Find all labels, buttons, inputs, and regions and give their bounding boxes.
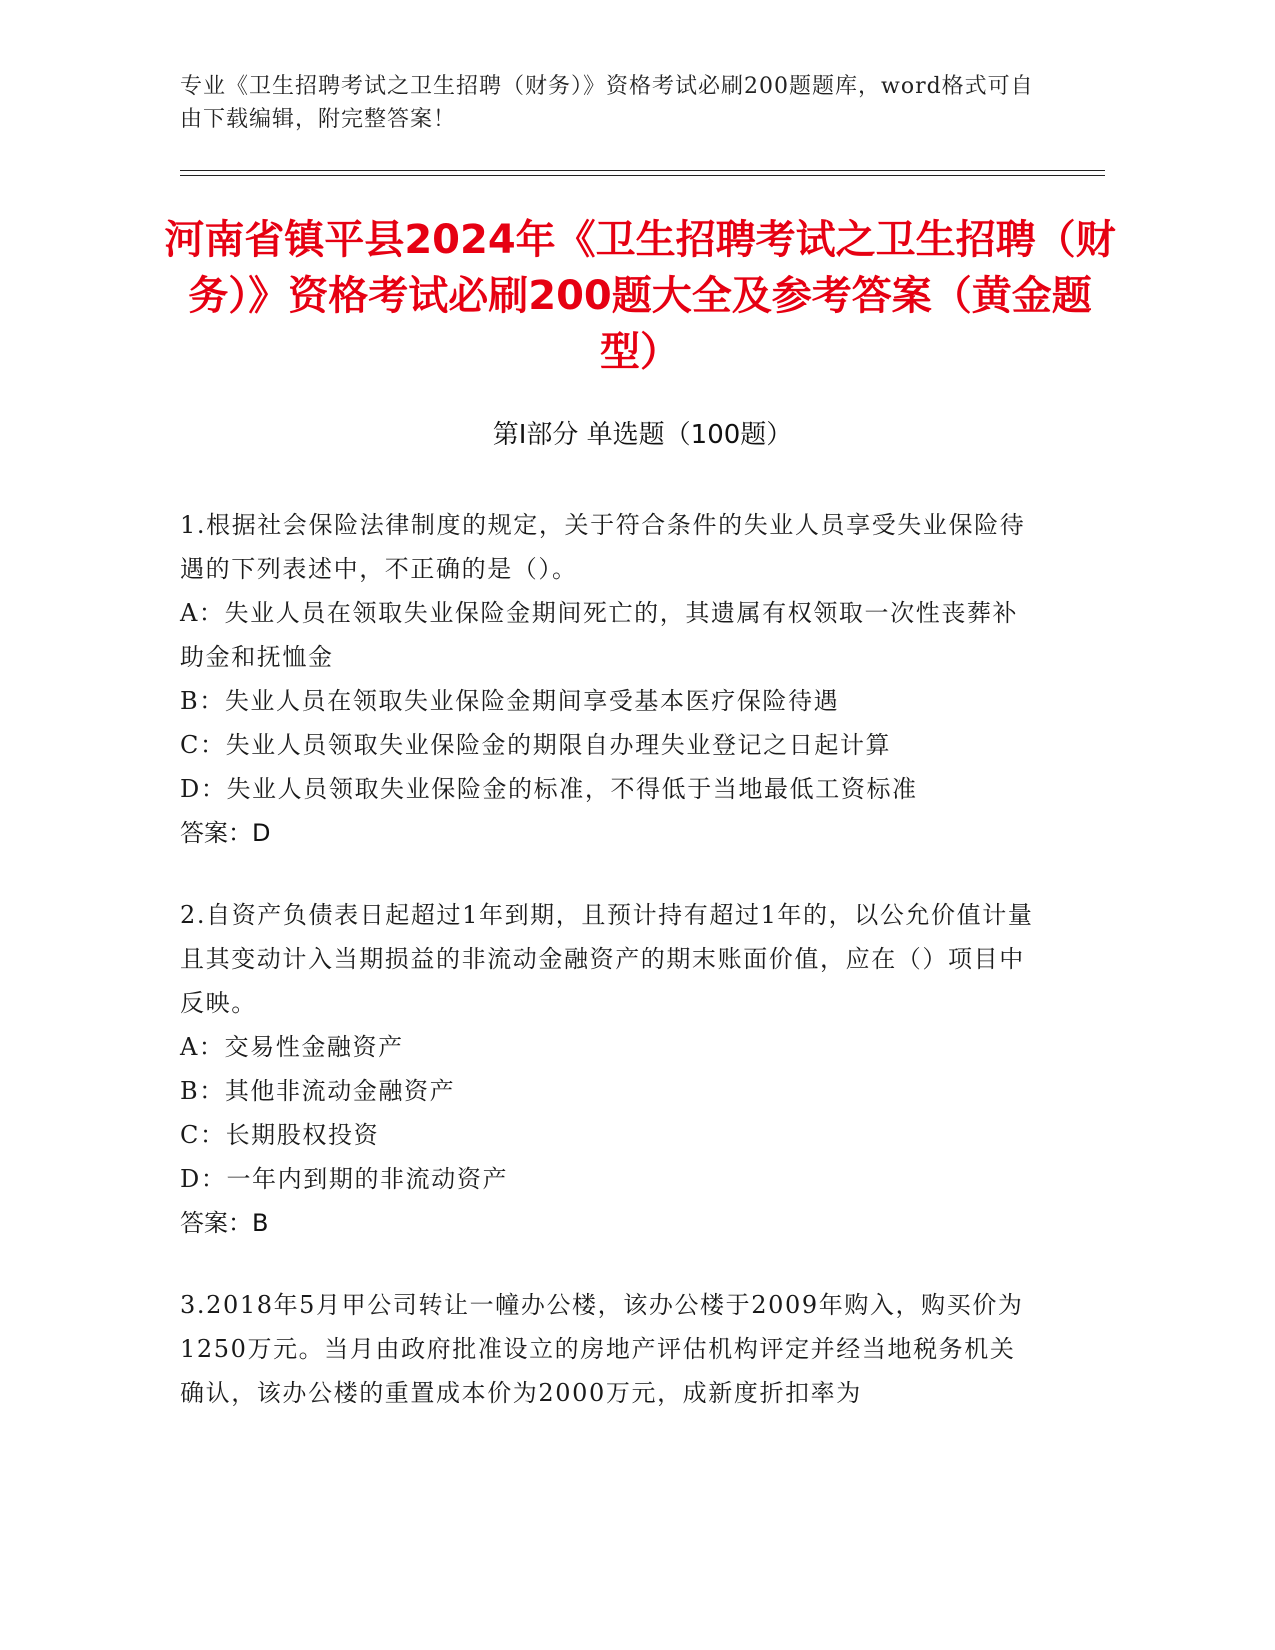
option-c: C：长期股权投资	[180, 1121, 380, 1149]
question-3	[180, 1283, 1040, 1415]
option-b: B：失业人员在领取失业保险金期间享受基本医疗保险待遇	[180, 687, 840, 715]
option-c: C：失业人员领取失业保险金的期限自办理失业登记之日起计算	[180, 731, 892, 759]
header-divider-top	[180, 170, 1105, 171]
header-divider-bottom	[180, 175, 1105, 176]
question-1	[180, 503, 1040, 855]
option-a: A：交易性金融资产	[180, 1033, 404, 1061]
question-list	[180, 503, 1040, 1453]
option-a: A：失业人员在领取失业保险金期间死亡的，其遗属有权领取一次性丧葬补助金和抚恤金	[180, 599, 1019, 671]
question-stem: 3.2018年5月甲公司转让一幢办公楼，该办公楼于2009年购入，购买价为1250万元。当月由政府批准设立的房地产评估机构评定并经当地税务机关确认，该办公楼的重置成本价为2000万元，成新度折扣率为	[180, 1291, 1024, 1407]
option-d: D：失业人员领取失业保险金的标准，不得低于当地最低工资标准	[180, 775, 918, 803]
header-note: 专业《卫生招聘考试之卫生招聘（财务）》资格考试必刷200题题库，word格式可自由下载编辑，附完整答案！	[180, 74, 1034, 132]
answer: 答案：B	[180, 1209, 269, 1237]
question-stem: 1.根据社会保险法律制度的规定，关于符合条件的失业人员享受失业保险待遇的下列表述中，不正确的是（）。	[180, 511, 1026, 583]
option-b: B：其他非流动金融资产	[180, 1077, 456, 1105]
question-2	[180, 893, 1040, 1245]
section-title: 第Ⅰ部分 单选题（100题）	[492, 420, 793, 450]
answer: 答案：D	[180, 819, 271, 847]
question-stem: 2.自资产负债表日起超过1年到期，且预计持有超过1年的，以公允价值计量且其变动计入当期损益的非流动金融资产的期末账面价值，应在（）项目中反映。	[180, 901, 1034, 1017]
option-d: D：一年内到期的非流动资产	[180, 1165, 509, 1193]
document-title: 河南省镇平县2024年《卫生招聘考试之卫生招聘（财务）》资格考试必刷200题大全及参考答案（黄金题型）	[164, 217, 1116, 375]
